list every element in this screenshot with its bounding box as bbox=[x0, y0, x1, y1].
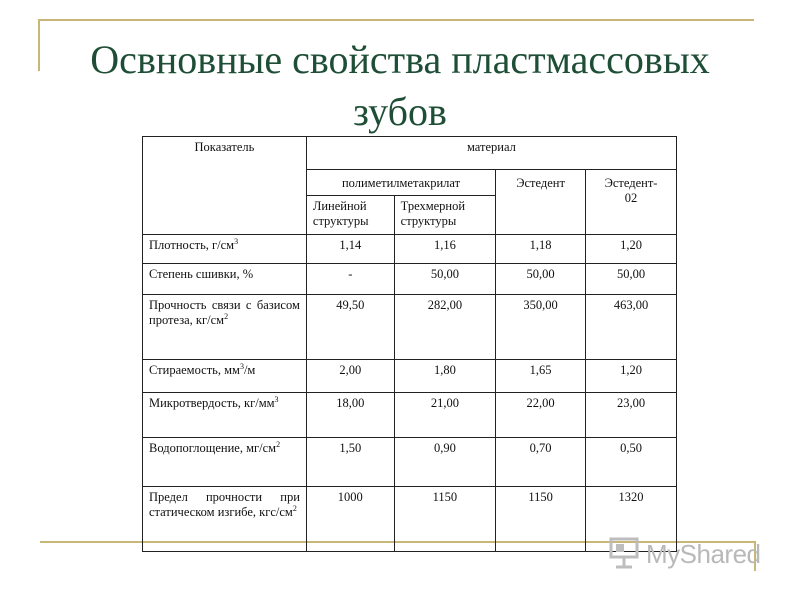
row-label: Микротвердость, $кг/мм^3$ bbox=[143, 393, 307, 438]
header-threed: Трехмерной структуры bbox=[394, 196, 496, 235]
row-value-4: 463,00 bbox=[586, 295, 677, 360]
table-row bbox=[143, 264, 677, 295]
row-value-4: 1,20 bbox=[586, 235, 677, 264]
row-value-4: 0,50 bbox=[586, 438, 677, 487]
header-linear: Линейной структуры bbox=[306, 196, 394, 235]
row-value-2: 21,00 bbox=[394, 393, 496, 438]
row-value-2: 1,16 bbox=[394, 235, 496, 264]
row-value-4: 1320 bbox=[586, 487, 677, 552]
row-value-1: - bbox=[306, 264, 394, 295]
row-value-3: 50,00 bbox=[496, 264, 586, 295]
row-value-1: 18,00 bbox=[306, 393, 394, 438]
row-value-2: 1,80 bbox=[394, 360, 496, 393]
row-value-4: 1,20 bbox=[586, 360, 677, 393]
header-indicator: Показатель bbox=[143, 137, 307, 235]
title-line-2: зубов bbox=[353, 89, 447, 134]
row-value-1: 2,00 bbox=[306, 360, 394, 393]
row-value-1: 1000 bbox=[306, 487, 394, 552]
row-value-4: 50,00 bbox=[586, 264, 677, 295]
table-row bbox=[143, 235, 677, 264]
header-estedent-02: Эстедент- 02 bbox=[586, 170, 677, 235]
row-label: Водопоглощение, $мг/см^2$ bbox=[143, 438, 307, 487]
row-value-2: 0,90 bbox=[394, 438, 496, 487]
properties-table bbox=[142, 136, 677, 552]
row-value-1: 49,50 bbox=[306, 295, 394, 360]
table-row bbox=[143, 438, 677, 487]
top-rule bbox=[38, 19, 754, 21]
row-value-3: 1,65 bbox=[496, 360, 586, 393]
row-value-3: 350,00 bbox=[496, 295, 586, 360]
title-line-1: Освновные свойства пластмассовых bbox=[90, 37, 710, 82]
presentation-board-icon bbox=[608, 535, 640, 574]
table-row bbox=[143, 295, 677, 360]
row-label: Прочность связи с базисом протеза, $кг/см^2$ bbox=[143, 295, 307, 360]
row-value-3: 0,70 bbox=[496, 438, 586, 487]
row-label: Стираемость, $мм^3/м$ bbox=[143, 360, 307, 393]
row-label: Предел прочности при статическом изгибе, кгс/$см^2$ bbox=[143, 487, 307, 552]
table-row bbox=[143, 360, 677, 393]
row-value-2: 282,00 bbox=[394, 295, 496, 360]
header-pmma: полиметилметакрилат bbox=[306, 170, 495, 196]
watermark-logo bbox=[608, 537, 761, 571]
watermark-text: MyShared bbox=[646, 538, 761, 569]
row-value-3: 22,00 bbox=[496, 393, 586, 438]
header-estedent: Эстедент bbox=[496, 170, 586, 235]
row-value-1: 1,14 bbox=[306, 235, 394, 264]
header-row-1 bbox=[143, 137, 677, 170]
row-value-1: 1,50 bbox=[306, 438, 394, 487]
row-label: Степень сшивки, % bbox=[143, 264, 307, 295]
row-label: Плотность, $г/см^3$ bbox=[143, 235, 307, 264]
row-value-3: 1,18 bbox=[496, 235, 586, 264]
slide-title bbox=[30, 34, 770, 138]
header-material: материал bbox=[306, 137, 676, 170]
row-value-2: 50,00 bbox=[394, 264, 496, 295]
row-value-2: 1150 bbox=[394, 487, 496, 552]
table-row bbox=[143, 393, 677, 438]
table-row bbox=[143, 487, 677, 552]
row-value-4: 23,00 bbox=[586, 393, 677, 438]
row-value-3: 1150 bbox=[496, 487, 586, 552]
